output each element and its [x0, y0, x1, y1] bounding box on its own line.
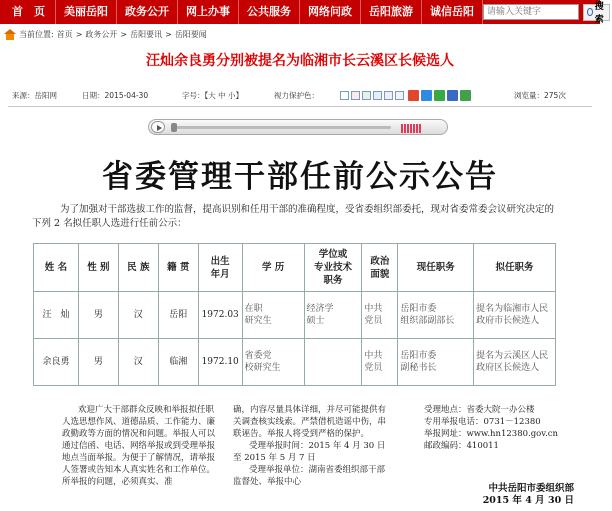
breadcrumb-home[interactable]: 首页 — [56, 29, 73, 39]
seek-handle[interactable] — [171, 123, 177, 132]
play-icon[interactable] — [151, 121, 165, 133]
nav-home[interactable]: 首 页 — [0, 0, 56, 24]
search-icon — [587, 8, 593, 16]
table-cell — [304, 339, 362, 386]
nav-tourism[interactable]: 岳阳旅游 — [361, 0, 422, 24]
audio-player — [148, 119, 448, 135]
color-swatch[interactable] — [351, 91, 360, 100]
table-header-cell: 民 族 — [118, 244, 158, 292]
nav-credit-yueyang[interactable]: 诚信岳阳 — [422, 0, 483, 24]
article-headline: 汪灿余良勇分别被提名为临湘市长云溪区长候选人 — [146, 53, 454, 69]
color-swatches — [340, 90, 406, 100]
table-cell: 中共 党员 — [362, 292, 398, 339]
seek-bar[interactable] — [173, 126, 391, 129]
table-header-cell: 性 别 — [78, 244, 118, 292]
article-meta — [12, 88, 592, 102]
table-cell: 1972.03 — [198, 292, 242, 339]
color-swatch[interactable] — [384, 91, 393, 100]
notice-intro: 为了加强对干部选拔工作的监督，提高识别和任用干部的准确程度，受省委组织部委托，现对省委常委会议研究决定的下列 2 名拟任职人选进行任前公示： — [32, 204, 555, 229]
breadcrumb-gov-affairs[interactable]: 政务公开 — [85, 29, 118, 39]
color-swatch[interactable] — [373, 91, 382, 100]
home-icon — [4, 29, 16, 40]
nav-public-services[interactable]: 公共服务 — [239, 0, 300, 24]
table-cell: 岳阳 — [158, 292, 198, 339]
table-cell: 在职 研究生 — [242, 292, 304, 339]
nav-online-inquiry[interactable]: 网络问政 — [300, 0, 361, 24]
breadcrumb-prefix: 当前位置: — [19, 29, 54, 39]
table-cell: 汉 — [118, 292, 158, 339]
nav-beautiful-yueyang[interactable]: 美丽岳阳 — [56, 0, 117, 24]
search-button[interactable] — [583, 2, 610, 25]
table-cell: 1972.10 — [198, 339, 242, 386]
top-nav — [0, 0, 604, 25]
user-icon[interactable] — [447, 90, 458, 101]
report-notice-col3 — [424, 404, 574, 452]
volume-bars-icon[interactable] — [401, 123, 441, 132]
candidates-table — [33, 243, 556, 386]
breadcrumb-sep: > — [165, 29, 172, 39]
views-label: 浏览量：275次 — [514, 91, 566, 100]
table-cell: 提名为云溪区人民 政府区长候选人 — [474, 339, 556, 386]
search-button-label: 搜索 — [594, 2, 604, 25]
rss-icon[interactable] — [408, 90, 419, 101]
mail-icon[interactable] — [421, 90, 432, 101]
report-time: 受理举报时间：2015 年 4 月 30 日至 2015 年 5 月 7 日 — [233, 441, 386, 463]
nav-online-services[interactable]: 网上办事 — [178, 0, 239, 24]
color-swatch[interactable] — [362, 91, 371, 100]
vision-label: 视力保护色： — [274, 91, 319, 100]
report-notice-col1 — [62, 404, 220, 488]
table-header-cell: 姓 名 — [34, 244, 79, 292]
report-notice-col2 — [233, 404, 393, 488]
sign-date: 2015 年 4 月 30 日 — [482, 495, 574, 506]
table-header-cell: 现任职务 — [398, 244, 474, 292]
search-input[interactable] — [483, 4, 579, 20]
table-cell: 余良勇 — [34, 339, 79, 386]
notice-title: 省委管理干部任前公示公告 — [102, 159, 498, 195]
color-swatch[interactable] — [395, 91, 404, 100]
report-unit: 受理举报单位：湖南省委组织部干部监督处、举报中心 — [233, 465, 386, 487]
table-row — [34, 292, 556, 339]
share-icon[interactable] — [460, 90, 471, 101]
table-header-cell: 拟任职务 — [474, 244, 556, 292]
breadcrumb-sep: > — [120, 29, 128, 39]
sign-org: 中共岳阳市委组织部 — [488, 483, 574, 494]
table-row — [34, 339, 556, 386]
divider — [8, 106, 592, 107]
table-cell: 临湘 — [158, 339, 198, 386]
report-contacts: 受理地点：省委大院一办公楼 专用举报电话：0731－12380 举报网址：www.hn12380.gov.cn 邮政编码：410011 — [424, 405, 559, 451]
table-cell: 经济学 硕士 — [304, 292, 362, 339]
table-cell: 男 — [78, 339, 118, 386]
table-cell: 提名为临湘市人民 政府市长候选人 — [474, 292, 556, 339]
table-cell: 汉 — [118, 339, 158, 386]
tool-icons — [408, 90, 473, 101]
table-cell: 省委党 校研究生 — [242, 339, 304, 386]
table-header-cell: 学 历 — [242, 244, 304, 292]
breadcrumb-sep: > — [75, 29, 83, 39]
color-swatch[interactable] — [340, 91, 349, 100]
table-header-cell: 学位或 专业技术 职务 — [304, 244, 362, 292]
table-header-row — [34, 244, 556, 292]
favorite-icon[interactable] — [434, 90, 445, 101]
source-label: 来源：岳阳网 — [12, 91, 57, 100]
table-body — [34, 292, 556, 386]
table-header-cell: 籍 贯 — [158, 244, 198, 292]
report-paragraph: 欢迎广大干部群众反映和举报拟任职人选思想作风、道德品质、工作能力、廉政勤政等方面的情况和问题。举报人可以通过信函、电话、网络举报或到受理举报地点当面举报。为便于了解情况，请举报人签署或告知本人真实姓名和工作单位。所举报的问题，必须真实、准 — [62, 405, 216, 487]
table-cell: 岳阳市委 组织部副部长 — [398, 292, 474, 339]
breadcrumb-headlines[interactable]: 岳阳要闻 — [174, 29, 207, 39]
table-header-cell: 出生 年月 — [198, 244, 242, 292]
breadcrumb — [4, 27, 210, 41]
date-label: 日期：2015-04-30 — [82, 91, 149, 100]
table-cell: 岳阳市委 副秘书长 — [398, 339, 474, 386]
table-header-cell: 政治 面貌 — [362, 244, 398, 292]
report-paragraph: 确，内容尽量具体详细，并尽可能提供有关调查核实线索。严禁借机造谣中伤，串联诬告。举报人将受到严格的保护。 — [233, 405, 387, 439]
table-cell: 中共 党员 — [362, 339, 398, 386]
nav-gov-affairs[interactable]: 政务公开 — [117, 0, 178, 24]
breadcrumb-news[interactable]: 岳阳要讯 — [130, 29, 163, 39]
signature — [446, 483, 574, 507]
table-cell: 汪 灿 — [34, 292, 79, 339]
table-cell: 男 — [78, 292, 118, 339]
fontsize-control[interactable]: 字号：【大 中 小】 — [182, 91, 244, 100]
search-box — [483, 2, 612, 25]
